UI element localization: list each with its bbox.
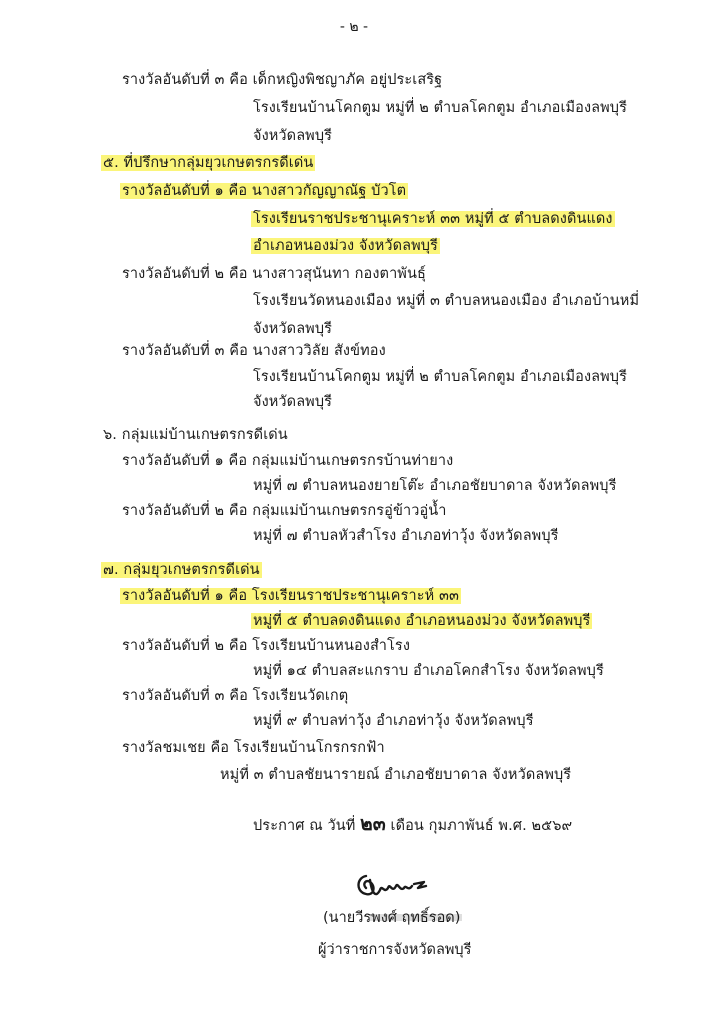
address-line: จังหวัดลพบุรี: [253, 321, 333, 337]
section-heading-7: ๗. กลุ่มยุวเกษตรกรดีเด่น: [103, 562, 260, 578]
address-line: โรงเรียนวัดหนองเมือง หมู่ที่ ๓ ตำบลหนองเมือง อำเภอบ้านหมี่: [253, 293, 640, 309]
address-line: หมู่ที่ ๗ ตำบลหนองยายโต๊ะ อำเภอชัยบาดาล จังหวัดลพบุรี: [253, 478, 617, 494]
announcement-day: ๒๓: [360, 813, 386, 835]
address-line: โรงเรียนบ้านโคกตูม หมู่ที่ ๒ ตำบลโคกตูม อำเภอเมืองลพบุรี: [253, 100, 627, 116]
signatory-title: ผู้ว่าราชการจังหวัดลพบุรี: [318, 942, 472, 958]
page-number: - ๒ -: [339, 19, 369, 35]
award-line: รางวัลอันดับที่ ๓ คือ นางสาววิลัย สังข์ทอง: [122, 343, 386, 359]
address-line: หมู่ที่ ๗ ตำบลหัวสำโรง อำเภอท่าวุ้ง จังหวัดลพบุรี: [253, 528, 559, 544]
award-line: รางวัลอันดับที่ ๑ คือ กลุ่มแม่บ้านเกษตรกรบ้านท่ายาง: [122, 453, 454, 469]
signatory-name: (นายวีรพงศ์ ฤทธิ์รอด): [323, 910, 461, 926]
honorable-mention-line: รางวัลชมเชย คือ โรงเรียนบ้านโกรกรกฟ้า: [122, 740, 385, 756]
address-line: โรงเรียนราชประชานุเคราะห์ ๓๓ หมู่ที่ ๕ ตำบลดงดินแดง: [253, 211, 613, 227]
award-line: รางวัลอันดับที่ ๒ คือ นางสาวสุนันทา กองตาพันธุ์: [122, 266, 426, 282]
address-line: หมู่ที่ ๙ ตำบลท่าวุ้ง อำเภอท่าวุ้ง จังหวัดลพบุรี: [253, 713, 534, 729]
address-line: หมู่ที่ ๕ ตำบลดงดินแดง อำเภอหนองม่วง จังหวัดลพบุรี: [253, 613, 591, 629]
address-line: โรงเรียนบ้านโคกตูม หมู่ที่ ๒ ตำบลโคกตูม อำเภอเมืองลพบุรี: [253, 369, 627, 385]
address-line: อำเภอหนองม่วง จังหวัดลพบุรี: [253, 238, 438, 254]
announcement-suffix: เดือน กุมภาพันธ์ พ.ศ. ๒๕๖๙: [390, 818, 573, 834]
address-line: หมู่ที่ ๑๔ ตำบลสะแกราบ อำเภอโคกสำโรง จังหวัดลพบุรี: [253, 663, 604, 679]
award-line: รางวัลอันดับที่ ๑ คือ นางสาวกัญญาณัฐ บัวโต: [122, 183, 407, 199]
award-line: รางวัลอันดับที่ ๑ คือ โรงเรียนราชประชานุเคราะห์ ๓๓: [122, 588, 459, 604]
address-line: จังหวัดลพบุรี: [253, 128, 333, 144]
award-line: รางวัลอันดับที่ ๒ คือ กลุ่มแม่บ้านเกษตรกรอู่ข้าวอู่น้ำ: [122, 503, 447, 519]
handwritten-signature: [352, 868, 432, 904]
address-line: หมู่ที่ ๓ ตำบลชัยนารายณ์ อำเภอชัยบาดาล จังหวัดลพบุรี: [220, 767, 572, 783]
award-line: รางวัลอันดับที่ ๓ คือ โรงเรียนวัดเกตุ: [122, 688, 349, 704]
section-heading-5: ๕. ที่ปรึกษากลุ่มยุวเกษตรกรดีเด่น: [103, 155, 314, 171]
announcement-prefix: ประกาศ ณ วันที่: [253, 818, 356, 834]
announcement-date: [253, 814, 572, 836]
address-line: จังหวัดลพบุรี: [253, 394, 333, 410]
award-line: รางวัลอันดับที่ ๒ คือ โรงเรียนบ้านหนองสำโรง: [122, 638, 411, 654]
award-line: รางวัลอันดับที่ ๓ คือ เด็กหญิงพิชญาภัค อยู่ประเสริฐ: [122, 72, 443, 88]
section-heading-6: ๖. กลุ่มแม่บ้านเกษตรกรดีเด่น: [103, 427, 288, 443]
